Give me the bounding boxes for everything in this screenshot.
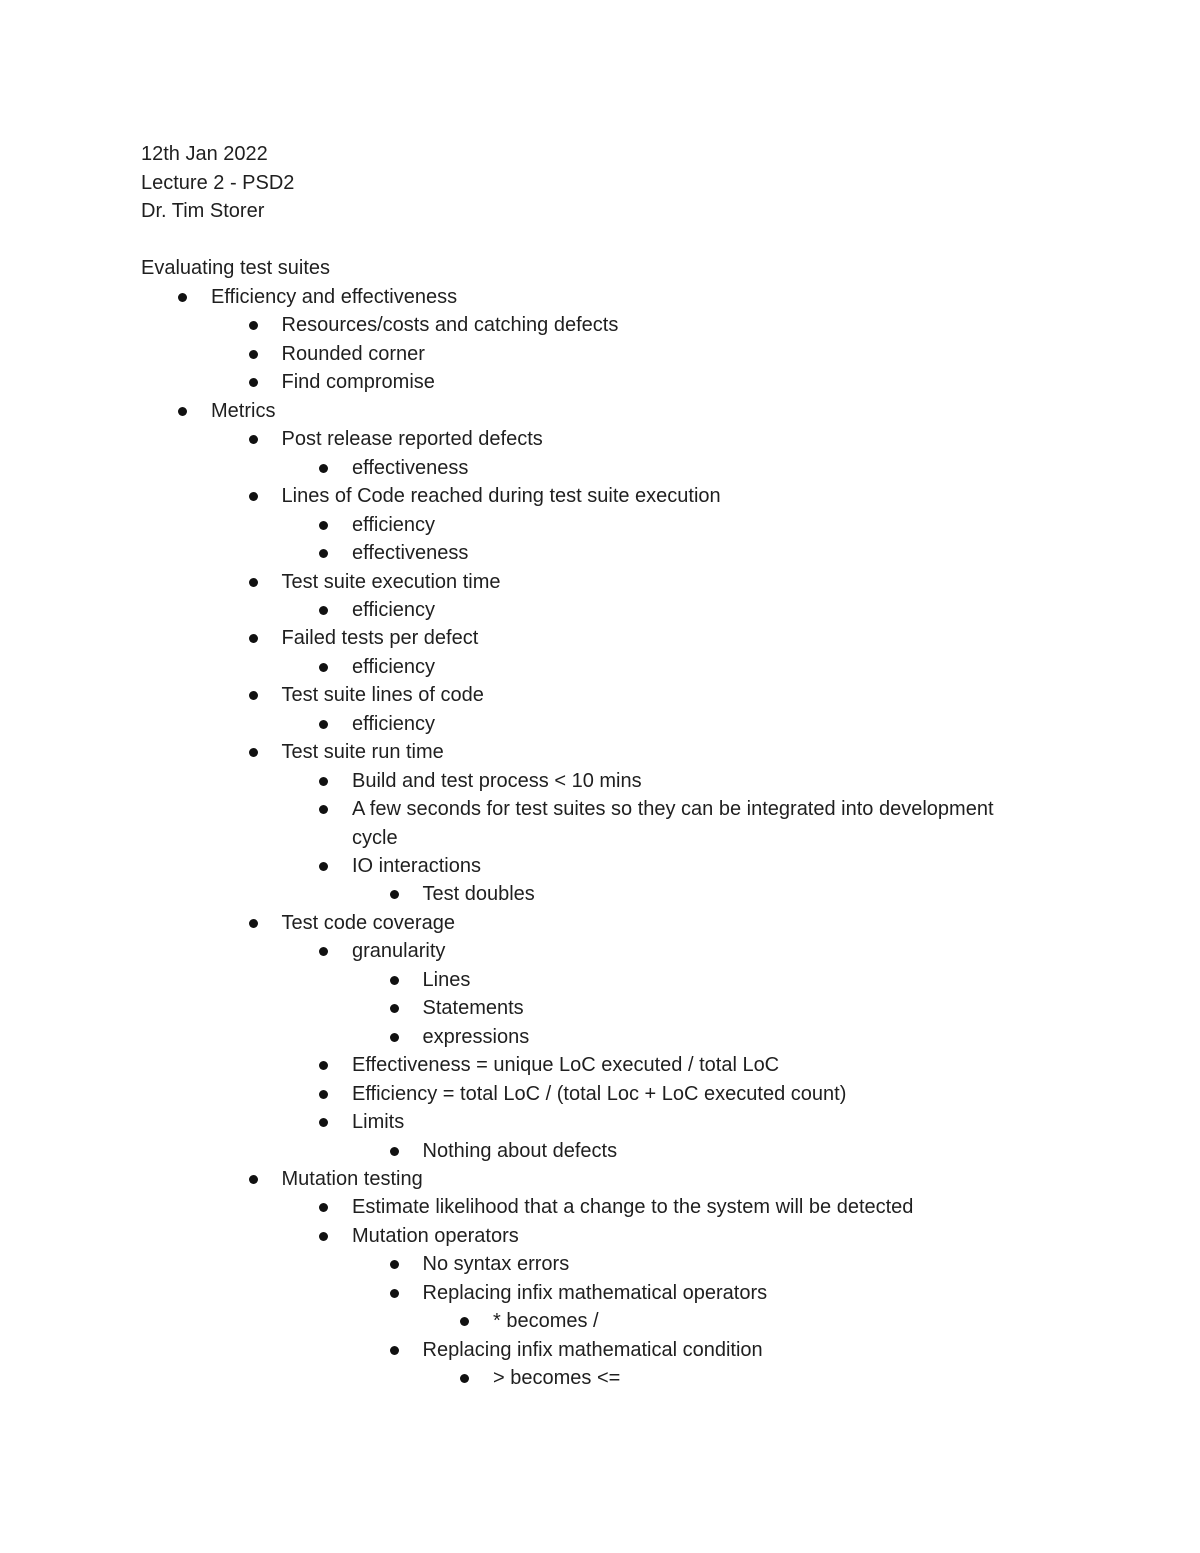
bullet-icon <box>319 947 328 956</box>
list-item-text: Test doubles <box>422 883 535 906</box>
list-item-text: granularity <box>352 940 446 963</box>
bullet-icon <box>249 350 258 359</box>
list-item-text: Estimate likelihood that a change to the system will be detected <box>352 1196 914 1219</box>
list-item-text: No syntax errors <box>422 1253 570 1276</box>
bullet-icon <box>390 1147 399 1156</box>
bullet-icon <box>319 805 328 814</box>
list-item-text: Mutation operators <box>352 1224 519 1247</box>
bullet-icon <box>249 492 258 501</box>
list-item-text: Rounded corner <box>281 342 425 365</box>
bullet-icon <box>178 293 187 302</box>
list-item-text: Lines of Code reached during test suite execution <box>281 485 721 508</box>
bullet-icon <box>319 1090 328 1099</box>
list-item-text: cycle <box>352 826 398 849</box>
list-item-text: A few seconds for test suites so they can be integrated into development <box>352 798 994 821</box>
bullet-icon <box>390 1033 399 1042</box>
lecture-line: Lecture 2 - PSD2 <box>141 172 295 194</box>
list-item-text: > becomes <= <box>493 1367 621 1390</box>
section-title: Evaluating test suites <box>141 257 330 279</box>
list-item-text: Mutation testing <box>281 1167 423 1190</box>
list-item-text: Resources/costs and catching defects <box>281 314 619 337</box>
bullet-icon <box>249 691 258 700</box>
bullet-icon <box>249 634 258 643</box>
bullet-icon <box>249 321 258 330</box>
bullet-icon <box>390 1346 399 1355</box>
bullet-icon <box>319 663 328 672</box>
list-item-text: Metrics <box>211 399 276 422</box>
bullet-icon <box>390 1260 399 1269</box>
list-item-text: IO interactions <box>352 855 481 877</box>
bullet-icon <box>178 407 187 416</box>
list-item-text: Lines <box>422 968 471 991</box>
list-item-text: Replacing infix mathematical operators <box>422 1281 768 1304</box>
date-line: 12th Jan 2022 <box>141 143 268 165</box>
list-item-text: Limits <box>352 1111 405 1134</box>
bullet-icon <box>319 521 328 530</box>
list-item-text: efficiency <box>352 598 436 621</box>
bullet-icon <box>460 1374 469 1383</box>
list-item-text: Replacing infix mathematical condition <box>422 1338 763 1361</box>
bullet-icon <box>319 777 328 786</box>
bullet-icon <box>319 464 328 473</box>
lecturer-line: Dr. Tim Storer <box>141 200 265 222</box>
bullet-icon <box>249 578 258 587</box>
list-item-text: Test suite lines of code <box>281 684 484 707</box>
list-item-text: Test suite execution time <box>281 570 501 593</box>
list-item-text: efficiency <box>352 655 436 678</box>
bullet-icon <box>460 1317 469 1326</box>
list-item-text: Build and test process < 10 mins <box>352 769 642 792</box>
list-item-text: effectiveness <box>352 456 469 479</box>
bullet-icon <box>249 1175 258 1184</box>
bullet-icon <box>319 1203 328 1212</box>
list-item-text: effectiveness <box>352 542 469 565</box>
bullet-icon <box>249 378 258 387</box>
list-item-text: Efficiency = total LoC / (total Loc + LoC executed count) <box>352 1082 847 1105</box>
bullet-icon <box>390 1289 399 1298</box>
bullet-icon <box>319 1232 328 1241</box>
list-item-text: Find compromise <box>281 371 435 394</box>
list-item-text: efficiency <box>352 712 436 735</box>
bullet-icon <box>319 1061 328 1070</box>
bullet-icon <box>319 606 328 615</box>
bullet-icon <box>319 862 328 871</box>
list-item-text: Nothing about defects <box>422 1139 618 1162</box>
list-item-text: Failed tests per defect <box>281 627 479 650</box>
bullet-icon <box>319 549 328 558</box>
list-item-text: Effectiveness = unique LoC executed / total LoC <box>352 1054 780 1077</box>
list-item-text: Test suite run time <box>281 741 444 764</box>
bullet-icon <box>390 1004 399 1013</box>
list-item-text: Post release reported defects <box>281 428 543 451</box>
bullet-icon <box>319 720 328 729</box>
bullet-icon <box>319 1118 328 1127</box>
list-item-text: Statements <box>422 997 524 1020</box>
bullet-icon <box>249 748 258 757</box>
bullet-icon <box>249 435 258 444</box>
list-item-text: efficiency <box>352 513 436 536</box>
list-item-text: Efficiency and effectiveness <box>211 286 458 308</box>
list-item-text: Test code coverage <box>281 911 455 934</box>
bullet-icon <box>390 890 399 899</box>
list-item-text: * becomes / <box>493 1310 599 1333</box>
bullet-icon <box>390 976 399 985</box>
list-item-text: expressions <box>422 1025 530 1048</box>
bullet-icon <box>249 919 258 928</box>
